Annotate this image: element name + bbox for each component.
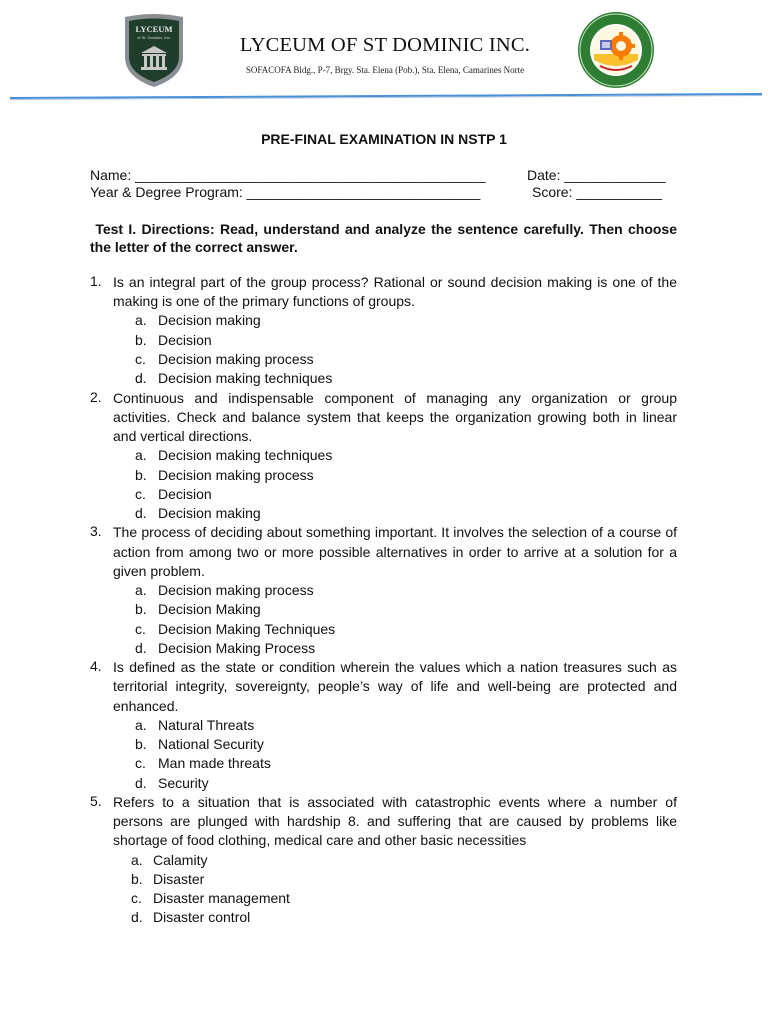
choice-list (113, 446, 677, 523)
choice-letter: c. (135, 351, 146, 367)
question-number: 4. (90, 658, 102, 675)
choice-text: Decision making process (158, 351, 314, 367)
choice-letter: d. (135, 505, 147, 522)
college-seal-icon (576, 10, 656, 90)
question-1 (90, 273, 677, 389)
choice-c[interactable] (113, 485, 677, 504)
choice-text: Natural Threats (158, 716, 255, 733)
choice-list (113, 851, 677, 928)
directions-text: Test I. Directions: Read, understand and analyze the sentence carefully. Then choose the letter of the correct answer. (90, 221, 677, 255)
header-divider (10, 92, 762, 102)
question-text: Is an integral part of the group process? Rational or sound decision making is one of the making is one of the primary functions of groups. (113, 274, 677, 310)
choice-text: Decision making process (158, 582, 314, 598)
choice-letter: b. (135, 331, 147, 348)
score-field[interactable]: Score: ___________ (532, 184, 662, 200)
choice-a[interactable] (113, 446, 677, 465)
choice-text: Decision Making Process (158, 639, 316, 656)
choice-a[interactable] (113, 851, 677, 870)
choice-letter: a. (135, 312, 147, 329)
question-2 (90, 389, 677, 524)
choice-a[interactable] (113, 311, 677, 330)
choice-text: Disaster (153, 870, 205, 887)
choice-text: Decision making (158, 505, 261, 522)
choice-letter: b. (135, 736, 147, 753)
choice-text: Calamity (153, 851, 208, 868)
choice-text: Decision Making Techniques (158, 620, 336, 637)
choice-b[interactable] (113, 466, 677, 485)
choice-letter: b. (135, 466, 147, 483)
program-field[interactable]: Year & Degree Program: ______________________________ (90, 184, 481, 200)
student-info-fields (90, 167, 680, 201)
choice-letter: a. (135, 447, 147, 464)
school-name: LYCEUM OF ST DOMINIC INC. (239, 34, 531, 56)
choice-letter: a. (135, 716, 147, 733)
question-text: The process of deciding about something important. It involves the selection of a course of action from among two or more possible alternatives in order to arrive at a solution for a given problem. (113, 524, 677, 579)
choice-letter: d. (131, 909, 143, 926)
choice-d[interactable] (113, 639, 677, 658)
choice-text: Decision making techniques (158, 370, 333, 387)
choice-text: Disaster management (153, 890, 290, 907)
choice-letter: b. (135, 601, 147, 618)
choice-b[interactable] (113, 870, 677, 889)
name-date-row (90, 167, 680, 184)
choice-letter: a. (131, 851, 143, 868)
question-4 (90, 658, 677, 793)
school-address: SOFACOFA Bldg., P-7, Brgy. Sta. Elena (Pob.), Sta. Elena, Camarines Norte (245, 65, 525, 75)
choice-list (113, 716, 677, 793)
choice-letter: d. (135, 370, 147, 387)
choice-text: Decision making process (158, 466, 314, 483)
choice-text: Decision making (158, 312, 261, 329)
choice-b[interactable] (113, 735, 677, 754)
choice-d[interactable] (113, 369, 677, 388)
choice-c[interactable] (113, 620, 677, 639)
question-text: Continuous and indispensable component of managing any organization or group activities. Check and balance system that keeps the organization growing both in linear and vertical directions. (113, 389, 677, 444)
name-field[interactable]: Name: _____________________________________________ (90, 167, 486, 183)
question-text: Is defined as the state or condition wherein the values which a nation treasures such as territorial integrity, sovereignty, people’s way of life and well-being are protected and enhanced. (113, 659, 677, 714)
choice-letter: c. (131, 890, 142, 907)
exam-title: PRE-FINAL EXAMINATION IN NSTP 1 (261, 131, 507, 147)
date-field[interactable]: Date: _____________ (527, 167, 666, 183)
choice-list (113, 581, 677, 658)
choice-text: Decision (158, 485, 212, 502)
logo-text-line1: LYCEUM (135, 24, 173, 34)
choice-text: Man made threats (158, 755, 271, 772)
choice-letter: d. (135, 774, 147, 791)
school-shield-logo-icon (121, 13, 187, 89)
question-number: 3. (90, 523, 102, 540)
choice-letter: c. (135, 620, 146, 637)
question-5 (90, 793, 677, 928)
choice-text: Decision making techniques (158, 447, 333, 464)
choice-b[interactable] (113, 331, 677, 350)
choice-text: Decision (158, 331, 212, 348)
choice-a[interactable] (113, 716, 677, 735)
choice-c[interactable] (113, 350, 677, 369)
choice-letter: c. (135, 485, 146, 502)
choice-list (113, 311, 677, 388)
choice-text: Decision Making (158, 601, 261, 618)
choice-text: Security (158, 774, 209, 791)
choice-d[interactable] (113, 908, 677, 927)
choice-c[interactable] (113, 754, 677, 773)
question-3 (90, 523, 677, 658)
question-text: Refers to a situation that is associated with catastrophic events where a number of persons are plunged with hardship 8. and suffering that are caused by problems like shortage of food clothing, medical care and other basic necessities (113, 793, 677, 849)
choice-c[interactable] (113, 889, 677, 908)
choice-letter: b. (131, 870, 143, 887)
question-list (90, 273, 677, 928)
choice-text: National Security (158, 736, 264, 753)
logo-text-line2: of St. Dominic, Inc. (137, 35, 171, 40)
choice-letter: a. (135, 582, 147, 598)
question-number: 1. (90, 273, 102, 289)
question-number: 2. (90, 388, 102, 405)
choice-text: Disaster control (153, 909, 251, 926)
choice-letter: c. (135, 755, 146, 772)
question-number: 5. (90, 792, 102, 809)
choice-a[interactable] (113, 581, 677, 600)
program-score-row (90, 184, 680, 201)
choice-b[interactable] (113, 600, 677, 619)
test-directions (90, 221, 677, 256)
choice-d[interactable] (113, 504, 677, 523)
choice-letter: d. (135, 639, 147, 656)
choice-d[interactable] (113, 774, 677, 793)
